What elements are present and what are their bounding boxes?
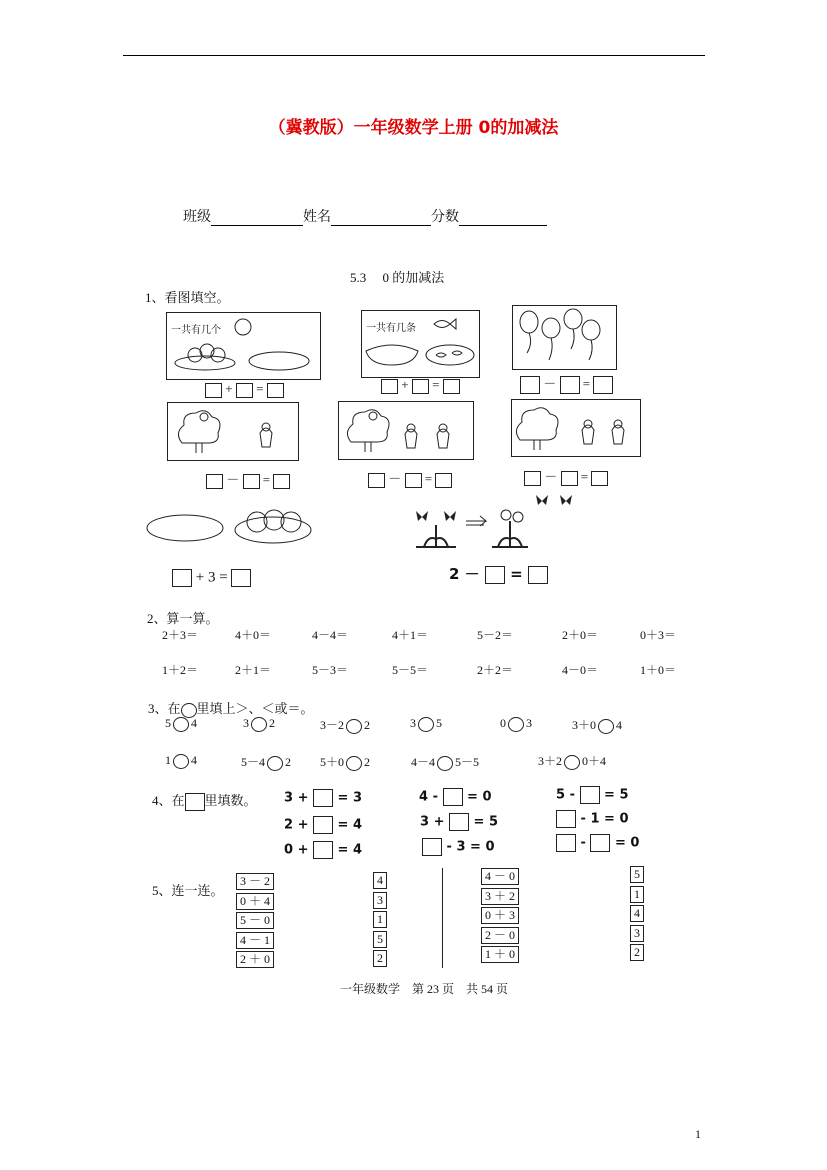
- q2-item[interactable]: 2＋1＝: [235, 663, 272, 677]
- equation-text: 3 +: [420, 814, 445, 830]
- match-left-expr-box[interactable]: 0 ＋ 4: [236, 893, 274, 910]
- compare-left: 3: [410, 716, 416, 730]
- equation-text: = 5: [604, 787, 629, 803]
- match-right-num-box[interactable]: 5: [630, 866, 644, 883]
- compare-right: 2: [285, 755, 292, 769]
- q2-item[interactable]: 2＋0＝: [562, 628, 599, 642]
- match-right-expr-box[interactable]: 3 ＋ 2: [481, 888, 519, 905]
- q1-eq-tree-3: － =: [524, 466, 608, 486]
- compare-left: 4－4: [411, 755, 436, 769]
- answer-box[interactable]: [485, 566, 505, 584]
- answer-box[interactable]: [561, 471, 578, 486]
- compare-right: 3: [526, 716, 532, 730]
- fill-equation: [284, 789, 362, 807]
- plates-drawing: [145, 504, 325, 548]
- compare-left: 1: [165, 753, 171, 767]
- compare-item: [572, 716, 622, 734]
- answer-box[interactable]: [313, 816, 333, 834]
- class-blank: [211, 211, 303, 226]
- tree-picture-2: [338, 401, 474, 460]
- answer-box[interactable]: [206, 474, 223, 489]
- q2-item[interactable]: 5－5＝: [392, 663, 429, 677]
- answer-box[interactable]: [580, 786, 600, 804]
- apples-picture: [166, 312, 321, 380]
- fill-equation: [556, 834, 639, 852]
- compare-item: [411, 753, 479, 771]
- q5-heading: 5、连一连。: [152, 883, 224, 898]
- q2-item[interactable]: 4－4＝: [312, 628, 349, 642]
- answer-box[interactable]: [313, 841, 333, 859]
- compare-circle[interactable]: [564, 755, 580, 770]
- header-rule: [123, 55, 705, 56]
- answer-box[interactable]: [593, 376, 613, 394]
- fill-equation: [284, 841, 362, 859]
- compare-left: 3＋2: [538, 754, 563, 768]
- answer-box[interactable]: [313, 789, 333, 807]
- q2-item[interactable]: 2＋3＝: [162, 628, 199, 642]
- compare-circle[interactable]: [251, 717, 267, 732]
- balloons-drawing: [513, 306, 613, 366]
- equation-text: 3 +: [284, 790, 309, 806]
- page-number: 1: [695, 1127, 701, 1141]
- score-blank: [459, 211, 547, 226]
- q1-eq-plates: + 3 =: [172, 569, 251, 587]
- match-left-expr-box[interactable]: 4 － 1: [236, 932, 274, 949]
- tree-drawing: [168, 403, 296, 458]
- compare-item: [538, 752, 606, 770]
- answer-box[interactable]: [443, 788, 463, 806]
- q1-eq-fish: + =: [381, 377, 460, 394]
- tree-drawing: [512, 400, 638, 454]
- answer-box[interactable]: [590, 834, 610, 852]
- answer-box[interactable]: [560, 376, 580, 394]
- q2-item[interactable]: 4－0＝: [562, 663, 599, 677]
- q2-item[interactable]: 2＋2＝: [477, 663, 514, 677]
- compare-left: 0: [500, 716, 506, 730]
- compare-item: [320, 753, 370, 771]
- compare-circle[interactable]: [173, 754, 189, 769]
- compare-circle[interactable]: [346, 756, 362, 771]
- compare-right: 0＋4: [582, 754, 607, 768]
- q2-item[interactable]: 1＋0＝: [640, 663, 677, 677]
- answer-box[interactable]: [205, 383, 222, 398]
- equation-text: 0 +: [284, 842, 309, 858]
- answer-box[interactable]: [267, 383, 284, 398]
- answer-box[interactable]: [435, 473, 452, 488]
- q2-item[interactable]: 1＋2＝: [162, 663, 199, 677]
- equation-text: = 4: [337, 842, 362, 858]
- section-title: 5.3 0 的加减法: [350, 270, 445, 285]
- fish-picture: [361, 310, 480, 378]
- compare-item: [410, 716, 442, 732]
- compare-right: 4: [191, 753, 197, 767]
- name-label: 姓名: [303, 209, 331, 225]
- compare-item: [165, 716, 197, 732]
- compare-right: 4: [191, 716, 197, 730]
- compare-circle[interactable]: [418, 717, 434, 732]
- compare-item: [165, 753, 197, 769]
- fill-equation: [420, 813, 498, 831]
- equation-text: = 0: [467, 789, 492, 805]
- compare-item: [320, 716, 370, 734]
- answer-box[interactable]: [443, 379, 460, 394]
- q1-eq-balloons: － =: [520, 373, 613, 394]
- fill-equation: [284, 816, 362, 834]
- apples-label: 一共有几个: [171, 325, 221, 336]
- compare-left: 3－2: [320, 718, 345, 732]
- compare-left: 5: [165, 716, 171, 730]
- balloons-picture: [512, 305, 617, 370]
- match-left-num-box[interactable]: 1: [373, 911, 387, 928]
- equation-text: = 3: [337, 790, 362, 806]
- match-left-expr-box[interactable]: 5 － 0: [236, 912, 274, 929]
- q2-heading: 2、算一算。: [147, 611, 219, 626]
- answer-box[interactable]: [524, 471, 541, 486]
- tree-picture-1: [167, 402, 299, 461]
- match-right-expr-box[interactable]: 4 － 0: [481, 868, 519, 885]
- answer-box[interactable]: [449, 813, 469, 831]
- equation-text: 4 -: [419, 789, 438, 805]
- compare-circle[interactable]: [598, 719, 614, 734]
- answer-box[interactable]: [273, 474, 290, 489]
- q1-eq-flowers: 2 － =: [449, 563, 548, 584]
- q4-heading: 4、在 里填数。: [152, 790, 257, 811]
- compare-circle[interactable]: [267, 756, 283, 771]
- match-left-num-box[interactable]: 2: [373, 950, 387, 967]
- answer-box[interactable]: [236, 383, 253, 398]
- answer-box[interactable]: [381, 379, 398, 394]
- q1-eq-apples: + =: [205, 381, 284, 398]
- match-left-expr-box[interactable]: 3 － 2: [236, 873, 274, 890]
- match-left-num-box[interactable]: 4: [373, 872, 387, 889]
- answer-box[interactable]: [556, 834, 576, 852]
- match-right-expr-box[interactable]: 2 － 0: [481, 927, 519, 944]
- scan-page-footer: 一年级数学 第 23 页 共 54 页: [340, 982, 509, 996]
- tree-picture-3: [511, 399, 641, 457]
- square-icon: [185, 793, 205, 811]
- fill-equation: [419, 788, 492, 806]
- match-right-num-box[interactable]: 2: [630, 944, 644, 961]
- fish-label: 一共有几条: [366, 323, 416, 334]
- compare-right: 4: [616, 718, 623, 732]
- answer-box[interactable]: [556, 810, 576, 828]
- equation-text: 2 +: [284, 817, 309, 833]
- fill-equation: [556, 786, 629, 804]
- compare-right: 5－5: [455, 755, 480, 769]
- compare-left: 3: [243, 716, 249, 730]
- match-left-num-box[interactable]: 3: [373, 892, 387, 909]
- answer-box[interactable]: [520, 376, 540, 394]
- match-left-expr-box[interactable]: 2 ＋ 0: [236, 951, 274, 968]
- equation-text: - 3 = 0: [446, 839, 495, 855]
- q1-eq-tree-1: － =: [206, 469, 290, 489]
- answer-box[interactable]: [368, 473, 385, 488]
- equation-text: -: [580, 835, 586, 851]
- compare-item: [241, 753, 291, 771]
- compare-circle[interactable]: [173, 717, 189, 732]
- compare-left: 5－4: [241, 755, 266, 769]
- equation-text: - 1 = 0: [580, 811, 629, 827]
- compare-circle[interactable]: [346, 719, 362, 734]
- q2-item[interactable]: 4＋0＝: [235, 628, 272, 642]
- butterflies-flowers-drawing: [410, 487, 590, 551]
- q3-heading: 3、在 里填上＞、＜或＝。: [148, 701, 314, 716]
- compare-item: [500, 716, 532, 732]
- fill-equation: [556, 810, 629, 828]
- answer-box[interactable]: [231, 569, 251, 587]
- q2-item[interactable]: 4＋1＝: [392, 628, 429, 642]
- fish-drawing: [362, 311, 477, 375]
- answer-box[interactable]: [412, 379, 429, 394]
- q2-item[interactable]: 5－3＝: [312, 663, 349, 677]
- answer-box[interactable]: [172, 569, 192, 587]
- q1-heading: 1、看图填空。: [145, 290, 230, 305]
- document-title: （冀教版）一年级数学上册 0的加减法: [268, 118, 559, 138]
- compare-right: 5: [436, 716, 442, 730]
- compare-right: 2: [364, 718, 371, 732]
- answer-box[interactable]: [422, 838, 442, 856]
- fill-equation: [422, 838, 495, 856]
- equation-text: = 4: [337, 817, 362, 833]
- compare-left: 3＋0: [572, 718, 597, 732]
- equation-text: 5 -: [556, 787, 575, 803]
- q2-item[interactable]: 5－2＝: [477, 628, 514, 642]
- compare-right: 2: [364, 755, 371, 769]
- answer-box[interactable]: [405, 473, 422, 488]
- apples-drawing: [167, 313, 317, 377]
- tree-drawing: [339, 402, 471, 457]
- answer-box[interactable]: [591, 471, 608, 486]
- compare-left: 5＋0: [320, 755, 345, 769]
- answer-box[interactable]: [528, 566, 548, 584]
- q1-eq-tree-2: － =: [368, 468, 452, 488]
- equation-text: = 0: [615, 835, 640, 851]
- q5-divider: [442, 868, 443, 968]
- name-blank: [331, 211, 431, 226]
- match-right-num-box[interactable]: 1: [630, 886, 644, 903]
- match-right-num-box[interactable]: 3: [630, 925, 644, 942]
- answer-box[interactable]: [243, 474, 260, 489]
- class-label: 班级: [183, 209, 211, 225]
- student-info: [183, 206, 547, 226]
- match-left-num-box[interactable]: 5: [373, 931, 387, 948]
- q2-item[interactable]: 0＋3＝: [640, 628, 677, 642]
- score-label: 分数: [431, 209, 459, 225]
- compare-circle[interactable]: [437, 756, 453, 771]
- equation-text: = 5: [473, 814, 498, 830]
- compare-item: [243, 716, 275, 732]
- compare-right: 2: [269, 716, 275, 730]
- match-right-num-box[interactable]: 4: [630, 905, 644, 922]
- match-right-expr-box[interactable]: 1 ＋ 0: [481, 946, 519, 963]
- match-right-expr-box[interactable]: 0 ＋ 3: [481, 907, 519, 924]
- compare-circle[interactable]: [508, 717, 524, 732]
